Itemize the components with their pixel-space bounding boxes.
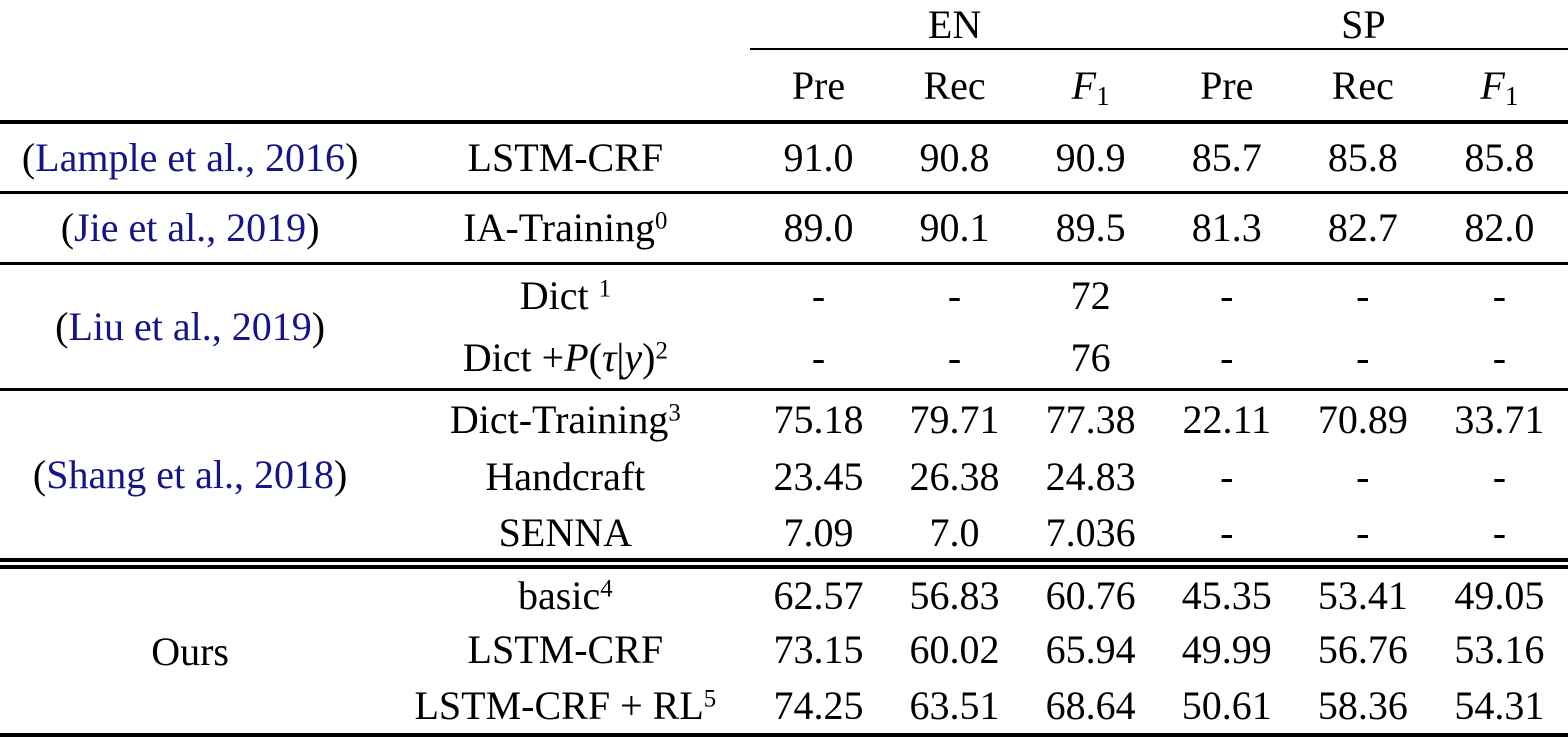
metric-header-en-2 (1023, 49, 1159, 122)
value-cell: - (1356, 454, 1370, 500)
text-segment: LSTM-CRF (467, 626, 664, 672)
value-cell: 53.16 (1454, 626, 1545, 672)
citation-link[interactable]: Lample et al., 2016 (35, 135, 346, 181)
section-4 (0, 564, 1568, 735)
value-cell: 70.89 (1317, 396, 1408, 442)
value-cell: 33.71 (1454, 396, 1545, 442)
text-segment: LSTM-CRF (467, 135, 664, 181)
citation-link[interactable]: Liu et al., 2019 (68, 303, 312, 349)
metrics-spacer (0, 49, 750, 122)
value-cell: 74.25 (773, 682, 864, 728)
value-cell: - (1220, 334, 1234, 380)
paren-close: ) (306, 205, 320, 251)
value-cell: 79.71 (909, 396, 1000, 442)
text-segment: SENNA (498, 509, 632, 555)
metric-header-en-1 (887, 49, 1023, 122)
method-cell (380, 193, 750, 264)
value-cell: 85.8 (1464, 135, 1535, 181)
superscript: 0 (655, 207, 668, 235)
section-1 (0, 193, 1568, 264)
table-row (0, 564, 1568, 621)
section-3 (0, 390, 1568, 564)
column-group-en: EN (750, 0, 1158, 49)
value-cell: 24.83 (1045, 454, 1136, 500)
value-cell: 56.76 (1317, 626, 1408, 672)
method-cell (380, 564, 750, 621)
value-cell: 89.5 (1055, 205, 1126, 251)
value-cell: - (1356, 334, 1370, 380)
value-cell: - (1492, 509, 1507, 555)
superscript: 2 (655, 337, 668, 365)
value-cell: 7.0 (929, 509, 980, 555)
value-cell: - (947, 334, 962, 380)
metric-header-sp-2 (1431, 49, 1568, 122)
value-cell: 76 (1070, 334, 1111, 380)
value-cell: 53.41 (1317, 572, 1408, 618)
method-cell (380, 263, 750, 326)
method-cell (380, 678, 750, 735)
value-cell: 22.11 (1182, 396, 1271, 442)
table-row (0, 122, 1568, 193)
section-0 (0, 122, 1568, 193)
paren-open: ( (32, 452, 47, 498)
value-cell: 82.0 (1464, 205, 1535, 251)
value-cell: 50.61 (1181, 682, 1272, 728)
ours-label: Ours (151, 628, 229, 674)
text-segment: Pre (791, 62, 846, 108)
value-cell: - (1220, 272, 1234, 318)
value-cell: - (811, 272, 826, 318)
value-cell: - (1356, 509, 1370, 555)
subscript: 1 (1096, 80, 1110, 111)
value-cell: - (1220, 509, 1234, 555)
value-cell: 23.45 (773, 454, 864, 500)
table-header (0, 0, 1568, 122)
paren-open: ( (21, 135, 36, 181)
value-cell: - (1492, 272, 1507, 318)
method-cell (380, 621, 750, 678)
method-cell (380, 326, 750, 389)
italic-text: y (624, 334, 643, 380)
value-cell: 89.0 (783, 205, 854, 251)
value-cell: - (947, 272, 962, 318)
italic-text: P (564, 334, 589, 380)
method-cell (380, 506, 750, 564)
value-cell: 49.05 (1454, 572, 1545, 618)
value-cell: 60.76 (1045, 572, 1136, 618)
metric-header-row (0, 49, 1568, 122)
value-cell: - (1492, 334, 1507, 380)
method-cell (380, 448, 750, 506)
citation-cell (0, 193, 380, 264)
value-cell: 26.38 (909, 454, 1000, 500)
value-cell: - (811, 334, 826, 380)
paren-open: ( (55, 303, 69, 349)
superscript: 5 (703, 685, 717, 713)
value-cell: 72 (1070, 272, 1111, 318)
superscript: 1 (598, 275, 611, 303)
value-cell: 75.18 (773, 396, 864, 442)
section-2 (0, 263, 1568, 390)
italic-text: F (1071, 62, 1097, 108)
text-segment: Pre (1200, 62, 1254, 108)
value-cell: 58.36 (1317, 682, 1408, 728)
value-cell: 90.8 (919, 135, 990, 181)
citation-link[interactable]: Shang et al., 2018 (46, 452, 334, 498)
ours-label-cell (0, 564, 380, 735)
value-cell: 65.94 (1045, 626, 1136, 672)
text-segment: Dict (519, 272, 599, 318)
value-cell: 7.036 (1045, 509, 1136, 555)
value-cell: 85.8 (1327, 135, 1398, 181)
text-segment: Handcraft (485, 454, 646, 500)
value-cell: 68.64 (1045, 682, 1136, 728)
citation-cell (0, 263, 380, 390)
value-cell: 60.02 (909, 626, 1000, 672)
value-cell: 7.09 (783, 509, 854, 555)
paren-open: ( (60, 205, 75, 251)
value-cell: 54.31 (1454, 682, 1545, 728)
text-segment: LSTM-CRF + RL (414, 682, 704, 728)
paren-close: ) (311, 303, 326, 349)
text-segment: ) (642, 334, 656, 380)
paren-close: ) (345, 135, 359, 181)
text-segment: ( (588, 334, 602, 380)
text-segment: Rec (1331, 62, 1394, 108)
value-cell: 81.3 (1191, 205, 1262, 251)
table-row (0, 263, 1568, 326)
method-cell (380, 390, 750, 448)
value-cell: - (1356, 272, 1370, 318)
superscript: 4 (600, 575, 613, 603)
value-cell: 90.1 (919, 205, 990, 251)
superscript: 3 (668, 399, 681, 427)
value-cell: 82.7 (1327, 205, 1398, 251)
citation-cell (0, 122, 380, 193)
value-cell: 90.9 (1055, 135, 1126, 181)
value-cell: 63.51 (909, 682, 1000, 728)
value-cell: - (1492, 454, 1507, 500)
value-cell: 77.38 (1045, 396, 1136, 442)
value-cell: 56.83 (909, 572, 1000, 618)
value-cell: 91.0 (783, 135, 854, 181)
italic-text: τ (602, 334, 617, 380)
metric-header-sp-0 (1159, 49, 1295, 122)
language-group-row (0, 0, 1568, 49)
value-cell: 49.99 (1181, 626, 1272, 672)
value-cell: 85.7 (1191, 135, 1262, 181)
subscript: 1 (1504, 80, 1519, 111)
text-segment: IA-Training (463, 205, 656, 251)
text-segment: Rec (923, 62, 986, 108)
value-cell: 73.15 (773, 626, 864, 672)
text-segment: Dict + (462, 334, 565, 380)
method-cell (380, 122, 750, 193)
text-segment: | (616, 334, 625, 380)
value-cell: 62.57 (773, 572, 864, 618)
italic-text: F (1480, 62, 1505, 108)
citation-link[interactable]: Jie et al., 2019 (74, 205, 307, 251)
text-segment: Dict-Training (449, 396, 669, 442)
paren-close: ) (333, 452, 348, 498)
value-cell: 45.35 (1181, 572, 1272, 618)
metric-header-en-0 (750, 49, 886, 122)
text-segment: basic (518, 572, 601, 618)
table-row (0, 390, 1568, 448)
header-spacer (0, 0, 750, 49)
table-row (0, 193, 1568, 264)
metric-header-sp-1 (1295, 49, 1431, 122)
column-group-sp: SP (1159, 0, 1568, 49)
citation-cell (0, 390, 380, 564)
value-cell: - (1220, 454, 1234, 500)
